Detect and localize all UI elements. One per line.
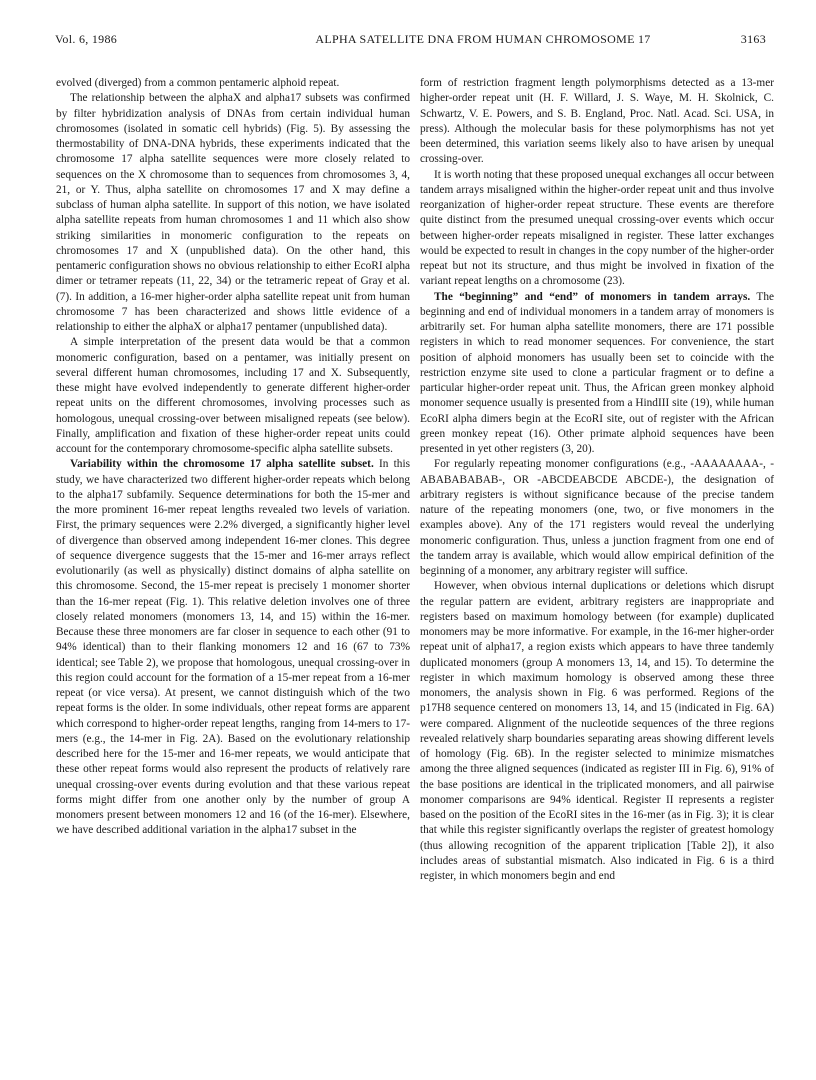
running-head — [55, 32, 766, 48]
right-column — [420, 76, 774, 884]
paragraph — [56, 91, 410, 335]
paragraph — [56, 457, 410, 838]
paragraph — [420, 579, 774, 884]
page-number: 3163 — [740, 32, 766, 46]
paragraph-text: The beginning and end of individual monomers in a tandem array of monomers is arbitrarily set. For human alpha satellite monomers, there are 171 possible registers in which to read monomer sequences. For convenience, the start position of alphoid monomers has usually been set to coincide with the restriction enzyme site used to clone a particular fragment or to define a particular higher-order repeat unit. Thus, the African green monkey alphoid monomer sequence usually is presented from a HindIII site (19), while human EcoRI alpha dimers begin at the EcoRI site, out of register with the African green monkey repeat (16). Other primate alphoid sequences have been presented in yet other registers (3, 20). — [420, 290, 774, 455]
paragraph — [420, 457, 774, 579]
paragraph-text: The relationship between the alphaX and alpha17 subsets was confirmed by filter hybridization analysis of DNAs from certain individual human chromosomes (isolated in somatic cell hybrids) (Fig. 5). By assessing the thermostability of DNA-DNA hybrids, these experiments indicated that the chromosome 17 alpha satellite sequences were more closely related to sequences on the X chromosome than to sequences from chromosomes 3, 4, 21, or Y. Thus, alpha satellite on chromosomes 17 and X may define a subclass of human alpha satellite. In support of this notion, we have isolated alpha satellite repeats from human chromosomes 1 and 11 which also show striking similarities in monomeric configuration to the repeats on chromosomes 17 and X (unpublished data). On the other hand, this pentameric configuration shows no obvious relationship to either EcoRI alpha dimer or tetramer repeats (11, 22, 34) or the tetrameric repeat of Gray et al. (7). In addition, a 16-mer higher-order alpha satellite repeat unit from human chromosome 7 has been characterized and shows little evidence of a relationship to either the alphaX or alpha17 pentamer (unpublished data). — [56, 92, 410, 333]
paragraph — [420, 76, 774, 168]
paragraph-text: form of restriction fragment length polymorphisms detected as a 13-mer higher-order repeat unit (H. F. Willard, J. S. Waye, M. H. Skolnick, C. Schwartz, V. E. Powers, and S. B. England, Proc. Natl. Acad. Sci. USA, in press). Although the molecular basis for these polymorphisms has not yet been determined, this variation seems likely also to have arisen by unequal crossing-over. — [420, 77, 774, 166]
paragraph-text: However, when obvious internal duplications or deletions which disrupt the regular pattern are evident, arbitrary registers are inappropriate and registers based on maximum homology between (for example) duplicated monomers may be more informative. For example, in the 16-mer higher-order repeat unit of alpha17, a region exists which appears to have three tandemly duplicated monomers (group A monomers 13, 14, and 15). To determine the register in which maximum homology is observed among these three monomers, the analysis shown in Fig. 6 was performed. Regions of the p17H8 sequence centered on monomers 13, 14, and 15 (indicated in Fig. 6A) were compared. Alignment of the nucleotide sequences of the three regions revealed relatively sharp boundaries separating areas showing different levels of homology (Fig. 6B). In the register selected to minimize mismatches among the three aligned sequences (indicated as register III in Fig. 6), 91% of the base positions are identical in the triplicated monomers, and all pairwise monomer comparisons are 94% identical. Register II represents a register based on the position of the EcoRI sites in the 16-mer (as in Fig. 3); it is clear that while this register significantly overlaps the register of greatest homology (thus allowing recognition of the apparent triplication [Table 2]), it also includes areas of substantial mismatch. Also indicated in Fig. 6 is a third register, in which monomers begin and end — [420, 580, 774, 882]
paragraph-text: In this study, we have characterized two different higher-order repeats which belong to the alpha17 subfamily. Sequence determinations for both the 15-mer and the more prominent 16-mer repeat lengths revealed two levels of variation. First, the primary sequences were 2.2% diverged, a significantly higher level of divergence than observed among independent 16-mer clones. This degree of sequence divergence suggests that the 15-mer and 16-mer arrays reflect evolutionarily (as well as physically) distinct domains of alpha satellite on this chromosome. Second, the 15-mer repeat is precisely 1 monomer shorter than the 16-mer repeat (Fig. 1). This relative deletion involves one of three closely related monomers (monomers 13, 14, and 15) within the 16-mer. Because these three monomers are far closer in sequence to each other (91 to 94% identical) than to their flanking monomers 12 and 16 (67 to 73% identical; see Table 2), we propose that homologous, unequal crossing-over in this region could account for the formation of a 15-mer repeat from a 16-mer repeat (or vice versa). At present, we cannot distinguish which of the two repeat forms is the older. In some individuals, other repeat forms are apparent which correspond to higher-order repeat lengths, ranging from 14-mers to 17-mers (e.g., the 14-mer in Fig. 2A). Based on the evolutionary relationship described here for the 15-mer and 16-mer repeats, we would anticipate that these other repeat forms would also represent the products of relatively rare unequal crossing-over events during evolution and that these various repeat forms might differ from one another only by the number of group A monomers present between monomers 12 and 16 (of the 16-mer). Elsewhere, we have described additional variation in the alpha17 subset in the — [56, 458, 410, 837]
paragraph-text: It is worth noting that these proposed unequal exchanges all occur between tandem arrays misaligned within the higher-order repeat unit and thus involve reorganization of higher-order repeat structure. These events are therefore quite distinct from the presumed unequal crossing-over events which occur between higher-order repeats misaligned in register. These latter exchanges would be expected to result in changes in the copy number of the higher-order repeat but not its structure, and thus might be involved in fixation of the variant repeat lengths on a chromosome (23). — [420, 168, 774, 288]
running-title: ALPHA SATELLITE DNA FROM HUMAN CHROMOSOME 17 — [315, 32, 651, 46]
paragraph-text: A simple interpretation of the present data would be that a common monomeric configuration, based on a pentamer, was initially present on several different human chromosomes, including 17 and X. Subsequently, these might have evolved independently to generate different higher-order repeat units on the different chromosomes, involving processes such as homologous, unequal crossing-over between misaligned repeats (see below). Finally, amplification and fixation of these higher-order repeat units could account for the contemporary chromosome-specific alpha satellite subsets. — [56, 336, 410, 455]
paragraph-text: For regularly repeating monomer configurations (e.g., -AAAAAAAA-, -ABABABABAB-, OR -ABCDEABCDE ABCDE-), the designation of arbitrary registers is without significance because of the precise tandem nature of the repeating monomers (one, two, or five monomers in the examples above). Any of the 171 registers would reveal the underlying monomeric configuration. Thus, unless a junction fragment from one end of the tandem array is available, which would allow empirical definition of the beginning of a monomer, any arbitrary register will suffice. — [420, 458, 774, 577]
paragraph-text: evolved (diverged) from a common pentameric alphoid repeat. — [56, 77, 340, 89]
paragraph — [420, 290, 774, 458]
section-heading: The “beginning” and “end” of monomers in tandem arrays. — [434, 290, 751, 303]
paragraph — [56, 335, 410, 457]
section-heading: Variability within the chromosome 17 alpha satellite subset. — [70, 458, 374, 471]
paragraph — [420, 168, 774, 290]
volume-year: Vol. 6, 1986 — [55, 32, 118, 46]
paragraph — [56, 76, 410, 91]
left-column — [56, 76, 410, 839]
